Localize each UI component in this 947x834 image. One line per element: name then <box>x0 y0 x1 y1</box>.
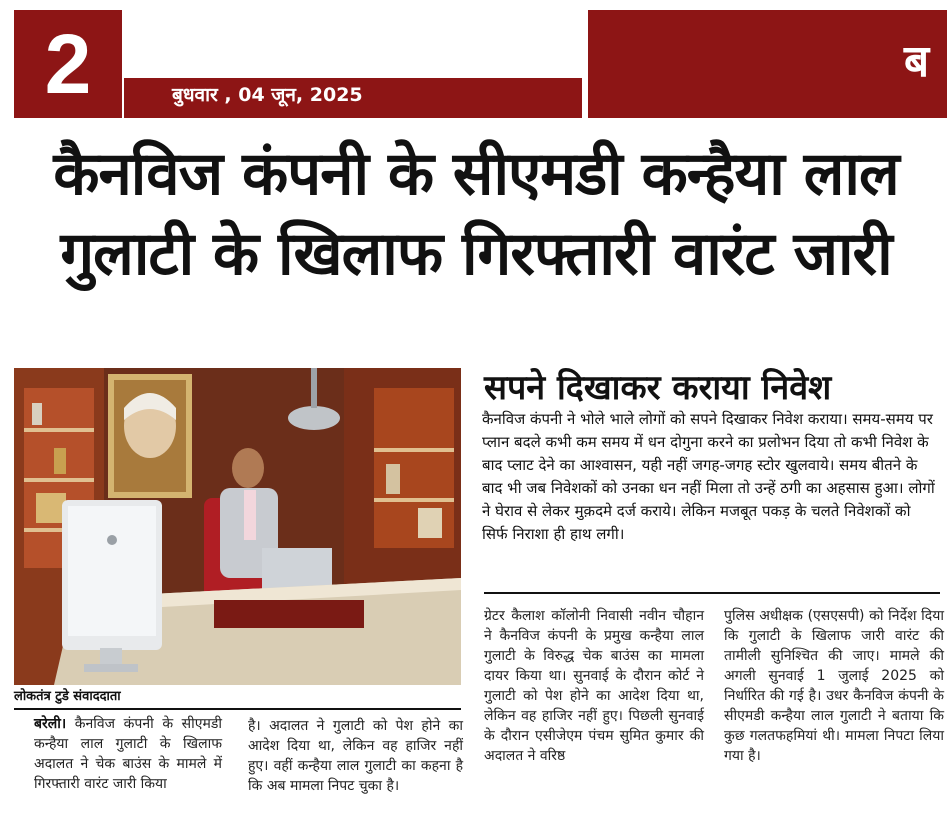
body-text-3: ग्रेटर कैलाश कॉलोनी निवासी नवीन चौहान ने कैनविज कंपनी के प्रमुख कन्हैया लाल गुलाटी के विरुद्ध चेक बाउंस का मामला दायर किया था। सुनवाई के दौरान कोर्ट ने गुलाटी को पेश होने का आदेश दिया था, लेकिन वह हाजिर नहीं हुए। पिछली सुनवाई के दौरान एसीजेएम पंचम सुमित कुमार की अदालत ने वरिष्ठ <box>484 608 704 764</box>
caption-divider <box>14 708 461 710</box>
body-column-2 <box>248 716 463 796</box>
office-photo-icon <box>14 368 461 685</box>
photo-caption: लोकतंत्र टुडे संवाददाता <box>14 689 121 704</box>
page-number: 2 <box>14 10 122 118</box>
body-text-1: कैनविज कंपनी के सीएमडी कन्हैया लाल गुलाटी के खिलाफ अदालत ने चेक बाउंस के मामले में गिरफ्तारी वारंट जारी किया <box>34 716 222 792</box>
body-column-3 <box>484 606 704 766</box>
main-headline <box>14 134 938 294</box>
dateline: बरेली। <box>34 716 67 732</box>
highlight-divider <box>484 592 940 594</box>
body-text-4: पुलिस अधीक्षक (एसएसपी) को निर्देश दिया कि गुलाटी के खिलाफ जारी वारंट की तामीली सुनिश्चित की जाए। मामले की अगली सुनवाई 1 जुलाई 2025 को निर्धारित की गई है। उधर कैनविज कंपनी के सीएमडी कन्हैया लाल गुलाटी ने बताया कि कुछ गलतफहमियां थी। मामला निपटा लिया गया है। <box>724 608 944 764</box>
headline-line-2: गुलाटी के खिलाफ गिरफ्तारी वारंट जारी <box>60 219 892 289</box>
masthead-band <box>588 10 947 118</box>
body-text-2: है। अदालत ने गुलाटी को पेश होने का आदेश दिया था, लेकिन वह हाजिर नहीं हुए। वहीं कन्हैया लाल गुलाटी का कहना है कि अब मामला निपट चुका है। <box>248 718 463 794</box>
body-column-4 <box>724 606 944 766</box>
issue-date: बुधवार , 04 जून, 2025 <box>172 84 363 106</box>
body-column-1 <box>34 714 222 794</box>
highlight-paragraph: कैनविज कंपनी ने भोले भाले लोगों को सपने दिखाकर निवेश कराया। समय-समय पर प्लान बदले कभी कम समय में धन दोगुना करने का प्रलोभन दिया तो कभी निवेश के बाद प्लाट देने का आश्वासन, यही नहीं जगह-जगह स्टोर खुलवाये। समय बीतने के बाद भी जब निवेशकों को उनका धन नहीं मिला तो उन्हें ठगी का अहसास हुआ। लोगों ने घेराव से लेकर मुक़दमे दर्ज कराये। लेकिन मजबूत पकड़ के चलते निवेशकों को सिर्फ निराशा ही हाथ लगी। <box>482 410 935 543</box>
sub-headline: सपने दिखाकर कराया निवेश <box>484 368 832 408</box>
masthead-letter: ब <box>904 36 930 87</box>
news-photo <box>14 368 461 685</box>
headline-line-1: कैनविज कंपनी के सीएमडी कन्हैया लाल <box>53 139 899 209</box>
